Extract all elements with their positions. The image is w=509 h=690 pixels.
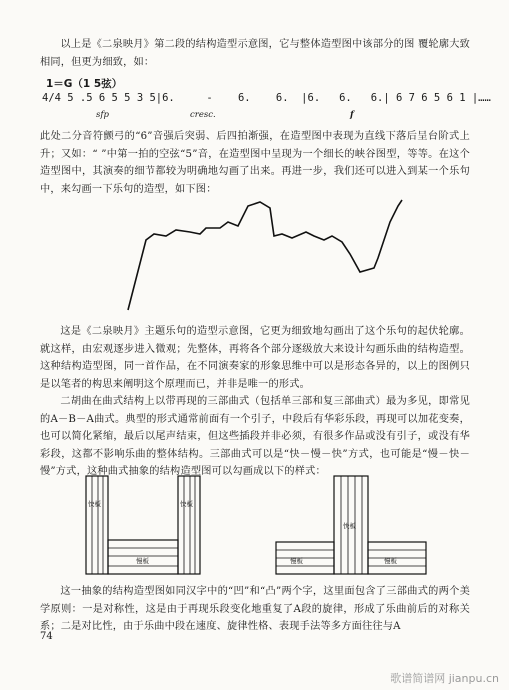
page-number: 74 bbox=[40, 631, 53, 642]
dynamic-cresc: cresc. bbox=[190, 110, 216, 120]
structure-diagram-concave bbox=[38, 470, 248, 580]
paragraph-1: 以上是《二泉映月》第二段的结构造型示意图，它与整体造型图中该部分的图 覆轮廓大致相同，但更为细致，如： bbox=[40, 39, 470, 68]
label-slow-left: 慢板 bbox=[136, 557, 149, 565]
label-slow-a: 慢板 bbox=[290, 557, 303, 565]
music-notation: 4/4 5 .5 6 5 5 3 5|6. - 6. 6. |6. 6. 6.| 6 7 6 5 6 1 |…… bbox=[42, 92, 491, 104]
paragraph-2: 此处二分音符颤弓的“6̇”音强后突弱、后四拍渐强，在造型图中表现为直线下落后呈台阶式上升；又如：“ ”中第一拍的空弦“5”音，在造型图中呈现为一个细长的峡谷图型，等等。在这个造型图中，其演奏的细节都较为明确地勾画了出来。再进一步，我们还可以进入到某一个乐句中，来勾画一下乐句的造型，如下图： bbox=[40, 131, 470, 195]
dynamic-sfp: sfp bbox=[96, 110, 109, 120]
key-signature: 1＝G（1 5弦） bbox=[46, 78, 123, 90]
structure-diagram-convex bbox=[268, 470, 468, 580]
paragraph-5: 这一抽象的结构造型图如同汉字中的“凹”和“凸”两个字，这里面包含了三部曲式的两个美学原则：一是对称性，这是由于再现乐段变化地重复了A段的旋律，形成了乐曲前后的对称关系；二是对比性，由于乐曲中段在速度、旋律性格、表现手法等多方面往往与A bbox=[40, 586, 470, 632]
label-fast-right: 快板 bbox=[180, 500, 193, 508]
label-fast-mid: 快板 bbox=[343, 522, 356, 530]
dynamic-forte: f bbox=[350, 110, 354, 120]
phrase-contour-diagram bbox=[110, 192, 410, 322]
site-watermark: 歌谱简谱网 jianpu.cn bbox=[390, 672, 499, 685]
paragraph-4: 二胡曲在曲式结构上以带再现的三部曲式（包括单三部和复三部曲式）最为多见，即常见的A－B－A曲式。典型的形式通常前面有一个引子，中段后有华彩乐段，再现可以加花变奏，也可以简化紧缩，最后以尾声结束，但这些插段并非必须，有很多作品或没有引子，或没有华彩段，这都不影响乐曲的整体结构。三部曲式可以是“快－慢－快”方式，也可能是“慢－快－慢”方式，这种曲式抽象的结构造型图可以勾画成以下的样式： bbox=[40, 396, 470, 477]
label-slow-b: 慢板 bbox=[384, 557, 397, 565]
label-fast-left: 快板 bbox=[88, 500, 101, 508]
paragraph-3: 这是《二泉映月》主题乐句的造型示意图，它更为细致地勾画出了这个乐句的起伏轮廓。就这样，由宏观逐步进入微观；先整体，再将各个部分逐级放大来设计勾画乐曲的结构造型。这种结构造型图，同一首作品，在不同演奏家的形象思维中可以是形态各异的，以上的图例只是以笔者的构思来阐明这个原理而已，并非是唯一的形式。 bbox=[40, 326, 470, 390]
